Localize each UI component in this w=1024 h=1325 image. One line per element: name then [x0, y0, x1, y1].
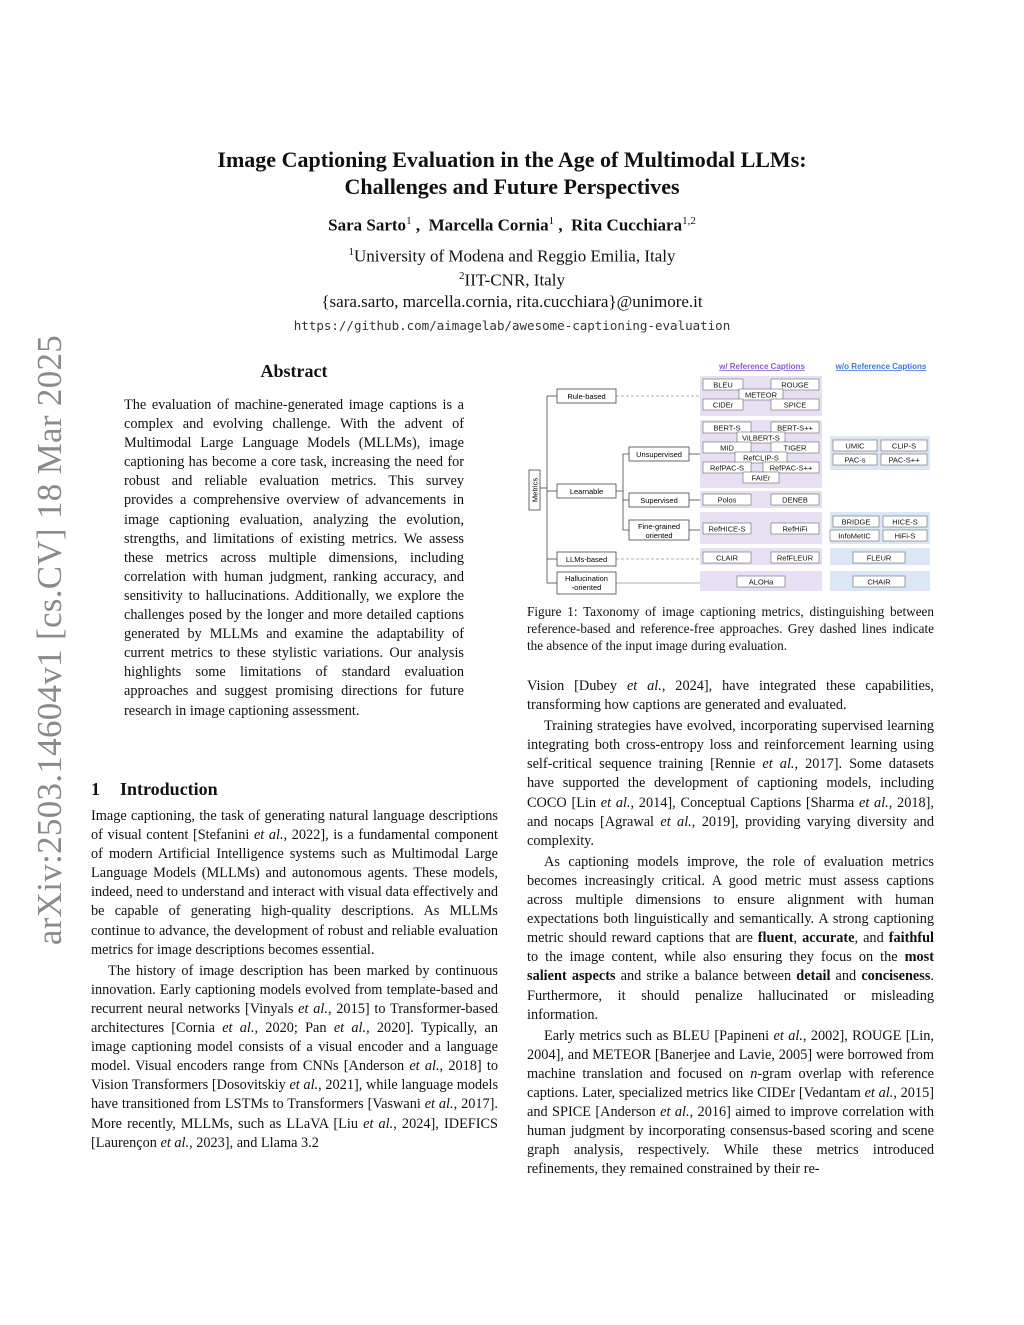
abstract-heading: Abstract — [260, 361, 328, 381]
metric-pac-s-pp: PAC-S++ — [888, 455, 920, 465]
affiliation — [120, 264, 904, 293]
metric-refhice-s: RefHICE-S — [708, 524, 746, 534]
metric-rouge: ROUGE — [781, 380, 809, 390]
category-learnable: Learnable — [569, 487, 604, 496]
affiliation-text: University of Modena and Reggio Emilia, Italy — [353, 246, 676, 266]
category-unsupervised: Unsupervised — [636, 450, 682, 459]
metric-vilbert-s: ViLBERT-S — [742, 433, 780, 443]
header-ref-captions: w/ Reference Captions — [719, 362, 805, 371]
section-number: 1 — [91, 779, 100, 799]
metric-spice: SPICE — [783, 400, 807, 410]
metric-bert-s: BERT-S — [713, 423, 741, 433]
metric-mid: MID — [720, 443, 734, 453]
arxiv-identifier: arXiv:2503.14604v1 [cs.CV] 18 Mar 2025 — [30, 334, 69, 946]
author-name: Rita Cucchiara — [571, 215, 683, 235]
metric-tiger: TIGER — [783, 443, 807, 453]
metric-hice-s: HICE-S — [892, 517, 918, 527]
metric-bleu: BLEU — [713, 380, 733, 390]
metric-pac-s: PAC-s — [844, 455, 866, 465]
author-list: Sara Sarto$^1$ , Marcella Cornia$^1$ , Rita Cucchiara$^{1,2}$ — [328, 215, 696, 235]
metric-refpac-s-pp: RefPAC-S++ — [769, 463, 813, 473]
paragraph: The history of image description has been marked by continuous innovation. Early captioning models evolved from template-based and recurrent neural networks [Vinyals et al., 2015] to Transformer-based architectures [Cornia et al., 2020; Pan et al., 2020]. Typically, an image captioning model consists of a visual encoder and a language model. Visual encoders range from CNNs [Anderson et al., 2018] to Vision Transformers [Dosovitskiy et al., 2021], while language models have transitioned from LSTMs to Transformers [Vaswani et al., 2017]. More recently, MLLMs, such as LLaVA [Liu et al., 2024], IDEFICS [Laurençon et al., 2023], and Llama 3.2 — [91, 962, 499, 1151]
abstract-text: The evaluation of machine-generated image captions is a complex and evolving challenge. With the advent of Multimodal Large Language Models (MLLMs), image captioning has become a core task, increasing the need for robust and reliable evaluation metrics. This survey provides a comprehensive overview of advancements in image captioning evaluation, analyzing the evolution, strengths, and limitations of existing metrics. We assess these metrics across multiple dimensions, including correlation with human judgment, ranking accuracy, and sensitivity to hallucinations. Additionally, we explore the challenges posed by the longer and more detailed captions generated by MLLMs and examine the adaptability of current metrics to these stylistic variations. Our analysis highlights some limitations of standard evaluation approaches and suggest promising directions for future research in image captioning assessment. — [124, 397, 464, 719]
affiliation-number: 1 — [348, 246, 354, 258]
category-rule-based: Rule-based — [567, 392, 606, 401]
author-affiliation-mark: 1 — [548, 215, 555, 227]
category-fine-grained-2: oriented — [645, 531, 673, 540]
category-llms-based: LLMs-based — [565, 555, 608, 564]
paragraph: As captioning models improve, the role of evaluation metrics becomes increasingly critical. A good metric must assess captions across multiple dimensions to ensure alignment with human expectations both linguistically and semantically. A strong captioning metric should reward captions that are fluent, accurate, and faithful to the image content, while also ensuring they focus on the most salient aspects and strike a balance between detail and conciseness. Furthermore, it should penalize hallucinated or misleading information. — [527, 853, 934, 1023]
taxonomy-figure — [527, 358, 934, 598]
title-line-1: Image Captioning Evaluation in the Age of Multimodal LLMs: — [217, 147, 807, 172]
section-heading — [91, 779, 218, 800]
author-affiliation-mark: 1,2 — [682, 215, 696, 227]
category-hallucination-2: -oriented — [571, 583, 602, 592]
metric-infometic: InfoMetIC — [838, 531, 871, 541]
taxonomy-diagram — [527, 358, 934, 598]
metric-reffleur: RefFLEUR — [776, 553, 814, 563]
affiliation-number: 2 — [459, 270, 465, 282]
paragraph: Vision [Dubey et al., 2024], have integrated these capabilities, transforming how captions are generated and evaluated. — [527, 678, 935, 714]
metric-aloha: ALOHa — [748, 577, 774, 587]
metric-deneb: DENEB — [782, 495, 808, 505]
author-name: Sara Sarto — [328, 215, 407, 235]
section-title: Introduction — [120, 779, 218, 799]
metric-bert-s-pp: BERT-S++ — [777, 423, 813, 433]
paper-title — [120, 146, 904, 200]
figure-caption: Figure 1: Taxonomy of image captioning metrics, distinguishing between reference-based and reference-free approaches. Grey dashed lines indicate the absence of the input image during evaluation. — [527, 604, 934, 653]
metric-refhifi: RefHiFi — [782, 524, 808, 534]
affiliation-text: IIT-CNR, Italy — [464, 270, 565, 290]
paragraph: Image captioning, the task of generating natural language descriptions of visual content [Stefanini et al., 2022], is a fundamental component of modern Artificial Intelligence systems such as Multimodal Large Language Models (MLLMs) and autonomous agents. These models, indeed, need to understand and interact with visual data effectively and be capable of generating high-quality descriptions. As MLLMs continue to advance, the development of robust and reliable evaluation metrics for image descriptions becomes essential. — [91, 808, 498, 958]
paragraph: Early metrics such as BLEU [Papineni et al., 2002], ROUGE [Lin, 2004], and METEOR [Banerjee and Lavie, 2005] were borrowed from machine translation and focused on n-gram overlap with reference captions. Later, specialized metrics like CIDEr [Vedantam et al., 2015] and SPICE [Anderson et al., 2016] aimed to improve correlation with human judgment by incorporating consensus-based scoring and scene graph analysis, respectively. While these metrics introduced refinements, they remained constrained by their re- — [527, 1027, 934, 1178]
category-supervised: Supervised — [640, 496, 678, 505]
title-line-2: Challenges and Future Perspectives — [344, 174, 680, 199]
category-hallucination: Hallucination — [565, 574, 608, 583]
header-noref-captions: w/o Reference Captions — [835, 362, 927, 371]
metric-umic: UMIC — [845, 441, 865, 451]
metric-refpac-s: RefPAC-S — [709, 463, 745, 473]
author-affiliation-mark: 1 — [406, 215, 412, 227]
metric-cider: CIDEr — [712, 400, 734, 410]
metric-bridge: BRIDGE — [841, 517, 871, 527]
root-label: Metrics — [530, 477, 540, 503]
metric-polos: Polos — [717, 495, 737, 505]
repository-link[interactable]: https://github.com/aimagelab/awesome-captioning-evaluation — [293, 318, 731, 333]
author-name: Marcella Cornia — [428, 215, 549, 235]
metric-fleur: FLEUR — [866, 553, 892, 563]
metric-meteor: METEOR — [744, 390, 778, 400]
metric-hifi-s: HiFi-S — [894, 531, 916, 541]
metric-refclip-s: RefCLIP-S — [743, 453, 779, 463]
metric-clair: CLAIR — [715, 553, 739, 563]
paragraph: Training strategies have evolved, incorporating supervised learning integrating both cross-entropy loss and reinforcement learning using self-critical sequence training [Rennie et al., 2017]. Some datasets have supported the development of captioning models, including COCO [Lin et al., 2014], Conceptual Captions [Sharma et al., 2018], and nocaps [Agrawal et al., 2019], providing varying diversity and complexity. — [527, 718, 934, 849]
category-fine-grained: Fine-grained — [637, 522, 681, 531]
right-column-body — [527, 677, 934, 1179]
left-column-body — [91, 807, 498, 1153]
metric-clip-s: CLIP-S — [891, 441, 917, 451]
author-emails: {sara.sarto, marcella.cornia, rita.cucchiara}@unimore.it — [321, 292, 703, 311]
metric-faier: FAIEr — [751, 473, 771, 483]
metric-chair: CHAIR — [867, 577, 891, 587]
